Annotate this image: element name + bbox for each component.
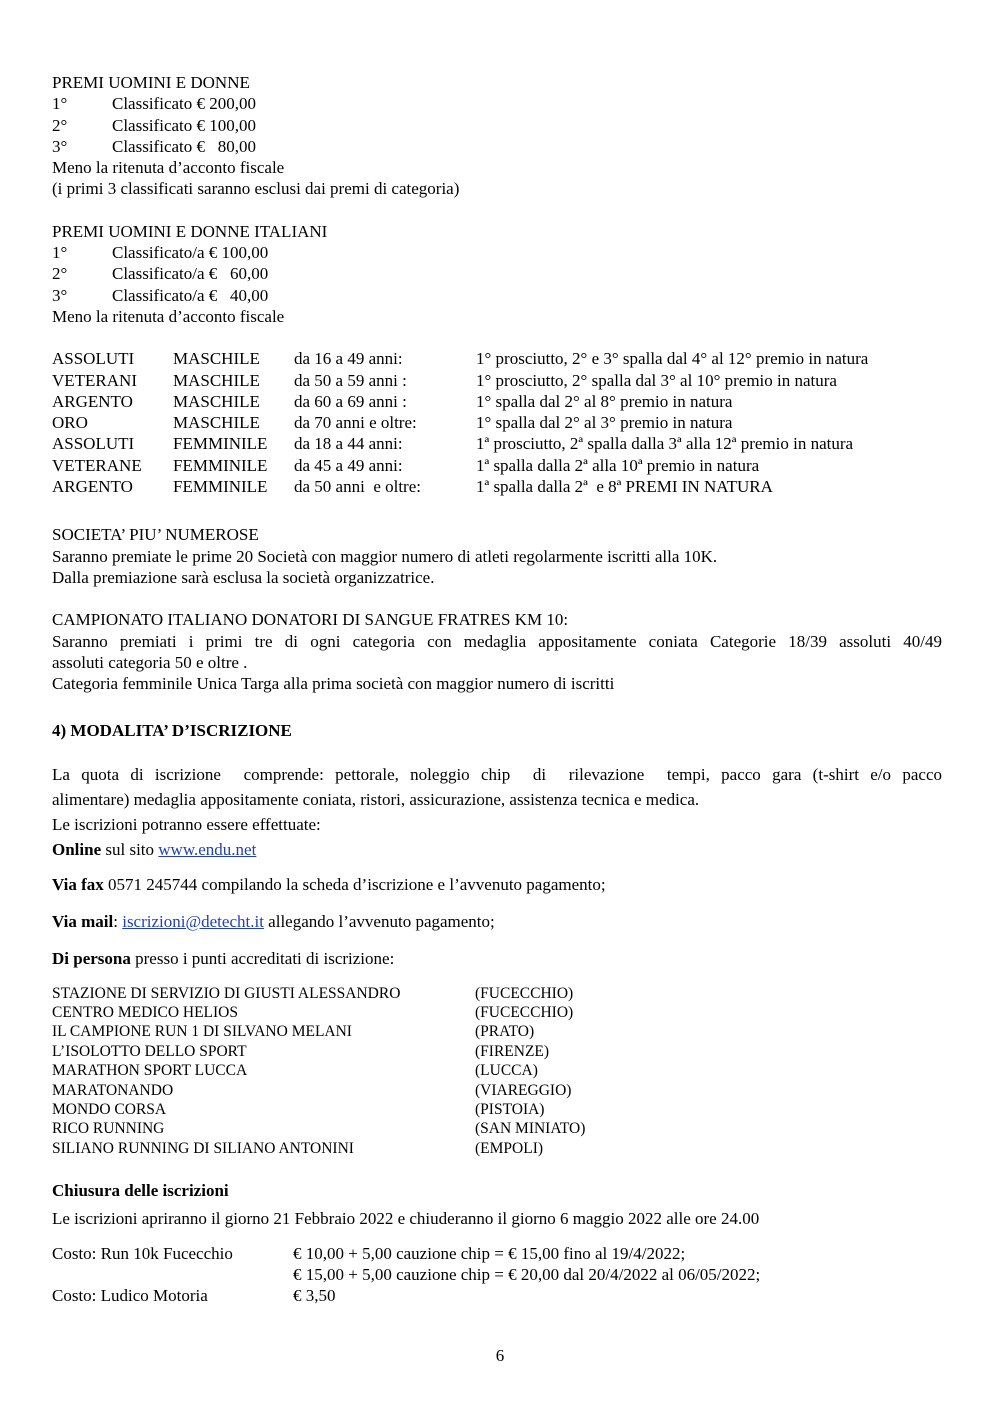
cost-value: € 15,00 + 5,00 cauzione chip = € 20,00 dal 20/4/2022 al 06/05/2022; [293,1265,761,1285]
chiusura-text: Le iscrizioni apriranno il giorno 21 Febbraio 2022 e chiuderanno il giorno 6 maggio 2022 alle ore 24.00 [52,1208,760,1228]
category-row [52,412,942,433]
online-text: sul sito [101,839,159,859]
cost-value: € 3,50 [293,1286,336,1306]
store-row [52,1003,942,1022]
category-name: ORO [52,413,88,433]
campionato-title: CAMPIONATO ITALIANO DONATORI DI SANGUE FRATRES KM 10: [52,610,569,630]
persona-text: presso i punti accreditati di iscrizione: [130,949,395,969]
store-row [52,1022,942,1041]
campionato-line: Categoria femminile Unica Targa alla prima società con maggior numero di iscritti [52,674,615,694]
store-city: (FIRENZE) [475,1042,550,1060]
category-name: VETERANE [52,455,142,475]
category-sex: FEMMINILE [173,477,268,497]
persona-label: Di persona [52,949,131,969]
category-prize: 1° prosciutto, 2° spalla dal 3° al 10° premio in natura [476,370,837,390]
store-row [52,984,942,1003]
fax-text: 0571 245744 compilando la scheda d’iscrizione e l’avvenuto pagamento; [103,874,606,894]
store-name: CENTRO MEDICO HELIOS [52,1004,238,1022]
fax-label: Via fax [52,874,104,894]
chiusura-heading: Chiusura delle iscrizioni [52,1181,229,1201]
societa-line: Saranno premiate le prime 20 Società con maggior numero di atleti regolarmente iscritti alla 10K. [52,546,718,566]
store-name: RICO RUNNING [52,1120,165,1138]
store-row [52,1061,942,1080]
mail-link[interactable]: iscrizioni@detecht.it [122,912,264,932]
store-city: (FUCECCHIO) [475,984,574,1002]
store-name: MARATONANDO [52,1081,174,1099]
costi-block [52,1243,942,1307]
document-page [52,72,942,1307]
store-name: MARATHON SPORT LUCCA [52,1062,248,1080]
store-row [52,1081,942,1100]
stores-list [52,984,942,1159]
category-prize: 1° spalla dal 2° al 8° premio in natura [476,391,733,411]
store-row [52,1042,942,1061]
store-city: (PRATO) [475,1023,535,1041]
campionato-line: assoluti categoria 50 e oltre . [52,652,248,672]
category-prize: 1ª prosciutto, 2ª spalla dalla 3ª alla 12ª premio in natura [476,434,854,454]
category-age: da 60 a 69 anni : [294,391,407,411]
store-name: IL CAMPIONE RUN 1 DI SILVANO MELANI [52,1023,352,1041]
prize-position: 1° [52,243,68,263]
store-city: (EMPOLI) [475,1139,544,1157]
page-number: 6 [495,1346,505,1365]
category-sex: FEMMINILE [173,455,268,475]
category-row [52,348,942,369]
store-name: STAZIONE DI SERVIZIO DI GIUSTI ALESSANDRO [52,984,401,1002]
online-label: Online [52,839,102,859]
prize-position: 2° [52,264,68,284]
esclusi-note: (i primi 3 classificati saranno esclusi dai premi di categoria) [52,179,460,199]
prize-text: Classificato/a € 40,00 [112,285,269,305]
category-age: da 50 a 59 anni : [294,370,407,390]
campionato-line: Saranno premiati i primi tre di ogni categoria con medaglia appositamente coniata Categorie 18/39 assoluti 40/49 [52,631,942,651]
endu-link[interactable]: www.endu.net [158,839,257,859]
prize-position: 3° [52,285,68,305]
store-row [52,1100,942,1119]
quota-paragraph [52,762,942,862]
cost-row [52,1264,942,1285]
category-age: da 18 a 44 anni: [294,434,403,454]
category-sex: MASCHILE [173,370,260,390]
prize-row [52,242,942,263]
cost-label: Costo: Run 10k Fucecchio [52,1243,233,1263]
category-prize: 1° prosciutto, 2° e 3° spalla dal 4° al 12° premio in natura [476,349,869,369]
cost-value: € 10,00 + 5,00 cauzione chip = € 15,00 fino al 19/4/2022; [293,1243,686,1263]
prize-position: 3° [52,136,68,156]
store-city: (PISTOIA) [475,1101,545,1119]
quota-line: La quota di iscrizione comprende: pettorale, noleggio chip di rilevazione tempi, pacco gara (t-shirt e/o pacco [52,764,942,784]
societa-title: SOCIETA’ PIU’ NUMEROSE [52,525,259,545]
mail-line [52,911,942,932]
prize-row [52,136,942,157]
store-row [52,1139,942,1158]
store-city: (VIAREGGIO) [475,1081,572,1099]
store-city: (LUCCA) [475,1062,538,1080]
category-name: ARGENTO [52,391,133,411]
prize-text: Classificato/a € 60,00 [112,264,269,284]
modalita-heading: 4) MODALITA’ D’ISCRIZIONE [52,721,292,741]
category-name: ASSOLUTI [52,349,135,369]
category-row [52,433,942,454]
societa-line: Dalla premiazione sarà esclusa la società organizzatrice. [52,567,435,587]
category-name: ARGENTO [52,477,133,497]
category-row [52,455,942,476]
category-name: ASSOLUTI [52,434,135,454]
category-prize: 1ª spalla dalla 2ª alla 10ª premio in natura [476,455,760,475]
mail-sep: : [113,912,123,932]
store-name: SILIANO RUNNING DI SILIANO ANTONINI [52,1139,354,1157]
prize-text: Classificato € 80,00 [112,136,257,156]
prize-text: Classificato € 200,00 [112,94,257,114]
prize-position: 1° [52,94,68,114]
category-age: da 45 a 49 anni: [294,455,403,475]
category-row [52,370,942,391]
prize-row [52,93,942,114]
category-prize: 1° spalla dal 2° al 3° premio in natura [476,413,733,433]
category-row [52,476,942,497]
category-age: da 50 anni e oltre: [294,477,421,497]
category-sex: MASCHILE [173,349,260,369]
category-row [52,391,942,412]
premi-uomini-donne-title: PREMI UOMINI E DONNE [52,73,250,92]
effettuate-line: Le iscrizioni potranno essere effettuate: [52,814,321,834]
category-prize: 1ª spalla dalla 2ª e 8ª PREMI IN NATURA [476,477,773,497]
store-name: L’ISOLOTTO DELLO SPORT [52,1042,247,1060]
category-sex: MASCHILE [173,391,260,411]
store-city: (SAN MINIATO) [475,1120,586,1138]
ritenuta-note: Meno la ritenuta d’acconto fiscale [52,158,285,178]
premi-italiani-title: PREMI UOMINI E DONNE ITALIANI [52,221,328,241]
prize-row [52,285,942,306]
prize-position: 2° [52,115,68,135]
cost-row [52,1285,942,1306]
quota-line: alimentare) medaglia appositamente coniata, ristori, assicurazione, assistenza tecnica e medica. [52,789,700,809]
prize-row [52,115,942,136]
cost-row [52,1243,942,1264]
category-age: da 16 a 49 anni: [294,349,403,369]
mail-label: Via mail [52,912,114,932]
store-name: MONDO CORSA [52,1101,167,1119]
categories-table [52,348,942,497]
category-sex: FEMMINILE [173,434,268,454]
mail-text: allegando l’avvenuto pagamento; [263,912,495,932]
category-age: da 70 anni e oltre: [294,413,417,433]
persona-line [52,948,942,969]
store-city: (FUCECCHIO) [475,1004,574,1022]
category-sex: MASCHILE [173,413,260,433]
prize-text: Classificato/a € 100,00 [112,243,269,263]
cost-label: Costo: Ludico Motoria [52,1286,208,1306]
prize-row [52,263,942,284]
online-line [52,837,942,862]
store-row [52,1119,942,1138]
prize-text: Classificato € 100,00 [112,115,257,135]
category-name: VETERANI [52,370,137,390]
fax-line [52,874,942,895]
ritenuta-note: Meno la ritenuta d’acconto fiscale [52,306,285,326]
